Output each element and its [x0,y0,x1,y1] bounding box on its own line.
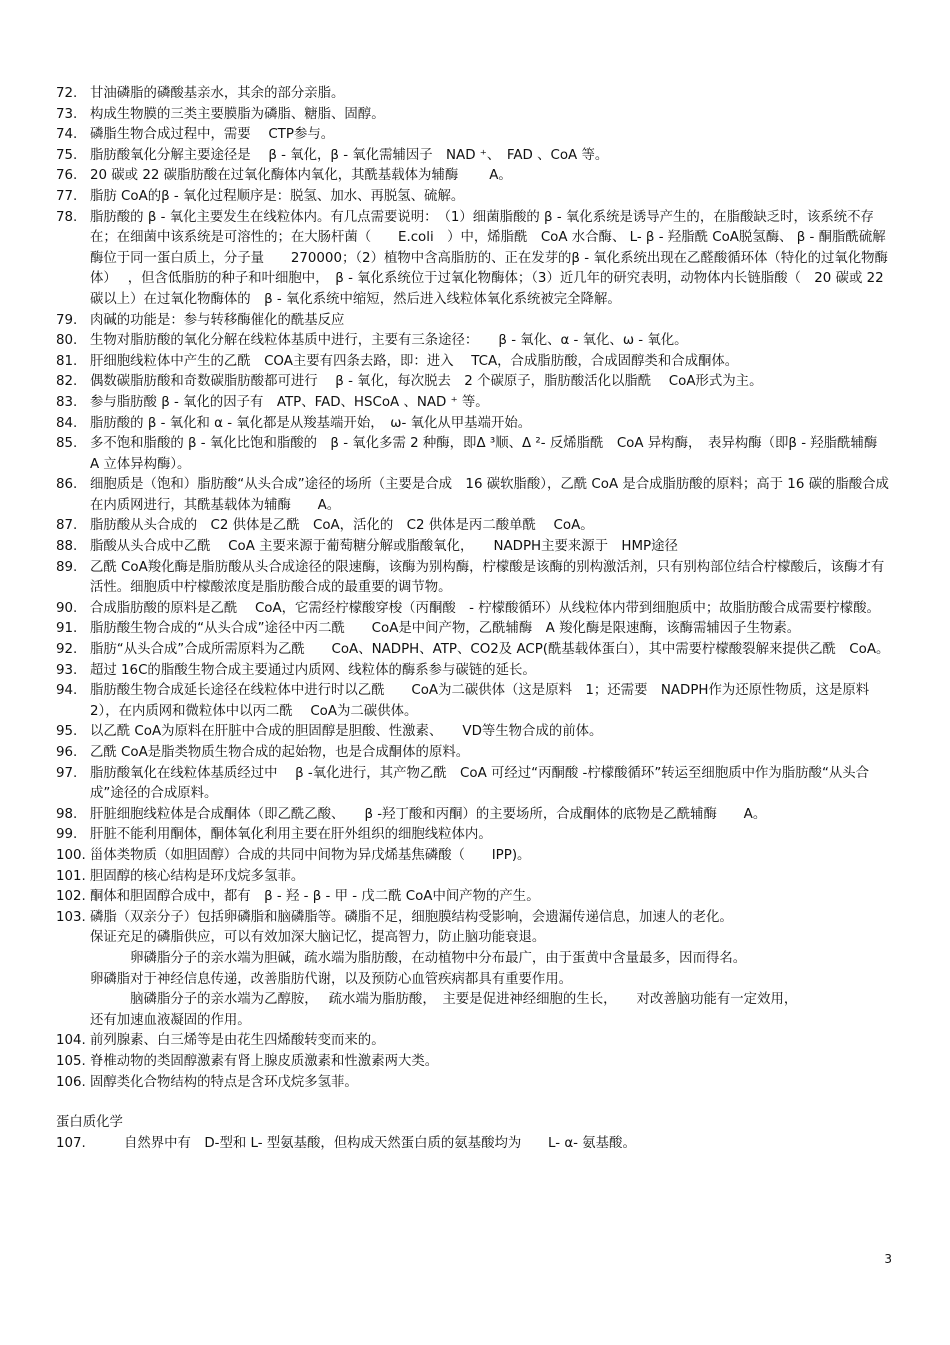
item-number: 88. [56,539,78,555]
list-item [56,743,896,764]
numbered-list [56,84,896,928]
list-item [56,125,896,146]
item-number: 94. [56,683,78,699]
item-text: 细胞质是（饱和）脂肪酸“从头合成”途径的场所（主要是合成 16 碳软脂酸），乙酰 CoA 是合成脂肪酸的原料；高于 16 碳的脂酸合成在内质网进行，其酰基载体为辅酶 A。 [90,477,889,513]
list-item [56,805,896,826]
paragraph: 卵磷脂对于神经信息传递，改善脂肪代谢，以及预防心血管疾病都具有重要作用。 [90,971,573,987]
item-number: 74. [56,127,78,143]
item-103-paragraphs [56,928,896,1031]
list-item [56,1031,896,1052]
section-heading: 蛋白质化学 [56,1115,123,1131]
item-text: 脂肪酸的 β - 氧化主要发生在线粒体内。有几点需要说明： （1）细菌脂酸的 β - 氧化系统是诱导产生的，在脂酸缺乏时，该系统不存在；在细菌中该系统是可溶性的；在大肠杆菌（ E.coli ）中，烯脂酰 CoA 水合酶、 L- β - 羟脂酰 CoA脱氢酶、 β - 酮脂酰硫解酶位于同一蛋白质上，分子量 270000；（2）植物中含高脂肪的、正在发芽的β - 氧化系统出现在乙醛酸循环体（特化的过氧化物酶体） ，但含低脂肪的种子和叶细胞中， β - 氧化系统位于过氧化物酶体；（3）近几年的研究表明，动物体内长链脂酸（ 20 碳或 22 碳以上）在过氧化物酶体的 β - 氧化系统中缩短，然后进入线粒体氧化系统被完全降解。 [90,209,888,307]
list-item [56,352,896,373]
item-text: 脂酸从头合成中乙酰 CoA 主要来源于葡萄糖分解或脂酸氧化， NADPH主要来源于 HMP途径 [90,539,678,555]
item-number: 98. [56,806,78,822]
item-text: 甘油磷脂的磷酸基亲水，其余的部分亲脂。 [90,86,345,101]
item-text: 自然界中有 D-型和 L- 型氨基酸，但构成天然蛋白质的氨基酸均为 L- α- 氨基酸。 [124,1135,636,1151]
item-number: 100. [56,847,86,863]
item-number: 78. [56,209,78,225]
list-item [56,516,896,537]
item-text: 肝脏不能利用酮体，酮体氧化利用主要在肝外组织的细胞线粒体内。 [90,827,492,843]
item-text: 前列腺素、白三烯等是由花生四烯酸转变而来的。 [90,1033,385,1049]
item-text: 磷脂生物合成过程中，需要 CTP参与。 [90,127,335,143]
item-text: 构成生物膜的三类主要膜脂为磷脂、糖脂、固醇。 [90,106,385,122]
list-item [56,908,896,929]
item-text: 酮体和胆固醇合成中，都有 β - 羟 - β - 甲 - 戊二酰 CoA中间产物的产生。 [90,889,540,905]
item-text: 超过 16C的脂酸生物合成主要通过内质网、线粒体的酶系参与碳链的延长。 [90,662,536,678]
item-text: 固醇类化合物结构的特点是含环戊烷多氢菲。 [90,1074,358,1090]
item-number: 73. [56,106,78,122]
item-text: 乙酰 CoA羧化酶是脂肪酸从头合成途径的限速酶，该酶为别构酶，柠檬酸是该酶的别构激活剂，只有别构部位结合柠檬酸后，该酶才有活性。细胞质中柠檬酸浓度是脂肪酸合成的最重要的调节物。 [90,559,885,596]
item-text: 脂肪“从头合成”合成所需原料为乙酰 CoA、NADPH、ATP、CO2及 ACP(酰基载体蛋白），其中需要柠檬酸裂解来提供乙酰 CoA。 [90,642,890,658]
item-number: 86. [56,477,78,493]
list-item [56,166,896,187]
item-number: 90. [56,600,78,616]
item-number: 99. [56,827,78,843]
list-item [56,599,896,620]
item-number: 97. [56,765,78,781]
item-number: 72. [56,86,78,101]
item-number: 79. [56,312,78,328]
list-item [56,1052,896,1073]
list-item [56,105,896,126]
list-item [56,1073,896,1094]
item-number: 105. [56,1053,86,1069]
item-number: 104. [56,1033,86,1049]
list-item [56,393,896,414]
item-number: 77. [56,188,78,204]
list-item [56,311,896,332]
list-item [56,434,896,475]
item-text: 参与脂肪酸 β - 氧化的因子有 ATP、FAD、HSCoA 、NAD ⁺ 等。 [90,394,489,410]
paragraph: 脑磷脂分子的亲水端为乙醇胺， 疏水端为脂肪酸， 主要是促进神经细胞的生长， 对改善脑功能有一定效用， [90,992,798,1008]
list-item [56,619,896,640]
item-number: 106. [56,1074,86,1090]
item-text: 甾体类物质（如胆固醇）合成的共同中间物为异戊烯基焦磷酸（ IPP)。 [90,847,531,863]
list-item [56,558,896,599]
item-text: 磷脂（双亲分子）包括卵磷脂和脑磷脂等。磷脂不足，细胞膜结构受影响，会遗漏传递信息，加速人的老化。 [90,909,733,925]
list-item [56,331,896,352]
item-number: 107. [56,1135,86,1151]
item-number: 84. [56,415,78,431]
item-number: 75. [56,147,78,163]
item-text: 肝细胞线粒体中产生的乙酰 COA主要有四条去路，即：进入 TCA，合成脂肪酸，合成固醇类和合成酮体。 [90,353,739,369]
item-number: 76. [56,168,78,184]
item-text: 脂肪 CoA的β - 氧化过程顺序是：脱氢、加水、再脱氢、硫解。 [90,188,465,204]
item-text: 以乙酰 CoA为原料在肝脏中合成的胆固醇是胆酸、性激素、 VD等生物合成的前体。 [90,724,603,740]
item-text: 合成脂肪酸的原料是乙酰 CoA，它需经柠檬酸穿梭（丙酮酸 - 柠檬酸循环）从线粒体内带到细胞质中；故脂肪酸合成需要柠檬酸。 [90,600,880,616]
list-item [56,764,896,805]
item-text: 脂肪酸生物合成的“从头合成”途径中丙二酰 CoA是中间产物，乙酰辅酶 A 羧化酶是限速酶，该酶需辅因子生物素。 [90,621,801,637]
item-text: 乙酰 CoA是脂类物质生物合成的起始物，也是合成酮体的原料。 [90,745,470,760]
item-number: 87. [56,518,78,534]
item-text: 脂肪酸的 β - 氧化和 α - 氧化都是从羧基端开始， ω- 氧化从甲基端开始。 [90,415,532,431]
item-number: 102. [56,889,86,905]
list-item [56,414,896,435]
item-text: 生物对脂肪酸的氧化分解在线粒体基质中进行，主要有三条途径： β - 氧化、α - 氧化、ω - 氧化。 [90,333,688,349]
item-number: 83. [56,394,78,410]
item-number: 92. [56,642,78,658]
paragraph: 卵磷脂分子的亲水端为胆碱，疏水端为脂肪酸，在动植物中分布最广，由于蛋黄中含量最多，因而得名。 [90,950,747,966]
item-number: 96. [56,745,78,760]
item-number: 82. [56,374,78,390]
item-text: 脂肪酸从头合成的 C2 供体是乙酰 CoA，活化的 C2 供体是丙二酸单酰 CoA。 [90,518,594,534]
list-item [56,208,896,311]
item-text: 脂肪酸氧化在线粒体基质经过中 β -氧化进行，其产物乙酰 CoA 可经过“丙酮酸 -柠檬酸循环”转运至细胞质中作为脂肪酸“从头合成”途径的合成原料。 [90,765,870,802]
paragraph: 还有加速血液凝固的作用。 [90,1012,251,1028]
item-number: 85. [56,436,78,452]
item-number: 80. [56,333,78,349]
item-number: 89. [56,559,78,575]
list-item-107 [56,1134,896,1155]
list-item [56,146,896,167]
item-text: 20 碳或 22 碳脂肪酸在过氧化酶体内氧化，其酰基载体为辅酶 A。 [90,168,512,184]
item-text: 肝脏细胞线粒体是合成酮体（即乙酰乙酸、 β -羟丁酸和丙酮）的主要场所，合成酮体的底物是乙酰辅酶 A。 [90,806,767,822]
item-text: 多不饱和脂酸的 β - 氧化比饱和脂酸的 β - 氧化多需 2 种酶，即Δ ³顺、Δ ²- 反烯脂酰 CoA 异构酶， 表异构酶（即β - 羟脂酰辅酶 A 立体异构酶）。 [90,436,891,472]
item-number: 103. [56,909,86,925]
list-item [56,825,896,846]
list-item [56,846,896,867]
item-text: 脊椎动物的类固醇激素有肾上腺皮质激素和性激素两大类。 [90,1053,439,1069]
numbered-list-tail [56,1031,896,1093]
item-number: 95. [56,724,78,740]
list-item [56,475,896,516]
item-text: 肉碱的功能是：参与转移酶催化的酰基反应 [90,312,345,328]
list-item [56,867,896,888]
item-text: 脂肪酸生物合成延长途径在线粒体中进行时以乙酰 CoA为二碳供体（这是原料 1；还需要 NADPH作为还原性物质，这是原料 2），在内质网和微粒体中以丙二酰 CoA为二碳供体。 [90,683,883,719]
item-number: 101. [56,868,86,884]
list-item [56,722,896,743]
list-item [56,84,896,105]
list-item [56,640,896,661]
list-item [56,372,896,393]
document-body [56,84,896,1154]
list-item [56,537,896,558]
item-text: 胆固醇的核心结构是环戊烷多氢菲。 [90,868,305,884]
list-item [56,187,896,208]
list-item [56,887,896,908]
item-number: 93. [56,662,78,678]
list-item [56,661,896,682]
item-number: 81. [56,353,78,369]
list-item [56,681,896,722]
item-number: 91. [56,621,78,637]
paragraph: 保证充足的磷脂供应，可以有效加深大脑记忆，提高智力，防止脑功能衰退。 [90,930,546,946]
page-number: 3 [884,1252,892,1266]
item-text: 偶数碳脂肪酸和奇数碳脂肪酸都可进行 β - 氧化，每次脱去 2 个碳原子，脂肪酸活化以脂酰 CoA形式为主。 [90,374,763,390]
item-text: 脂肪酸氧化分解主要途径是 β - 氧化，β - 氧化需辅因子 NAD ⁺、 FAD 、CoA 等。 [90,147,609,163]
